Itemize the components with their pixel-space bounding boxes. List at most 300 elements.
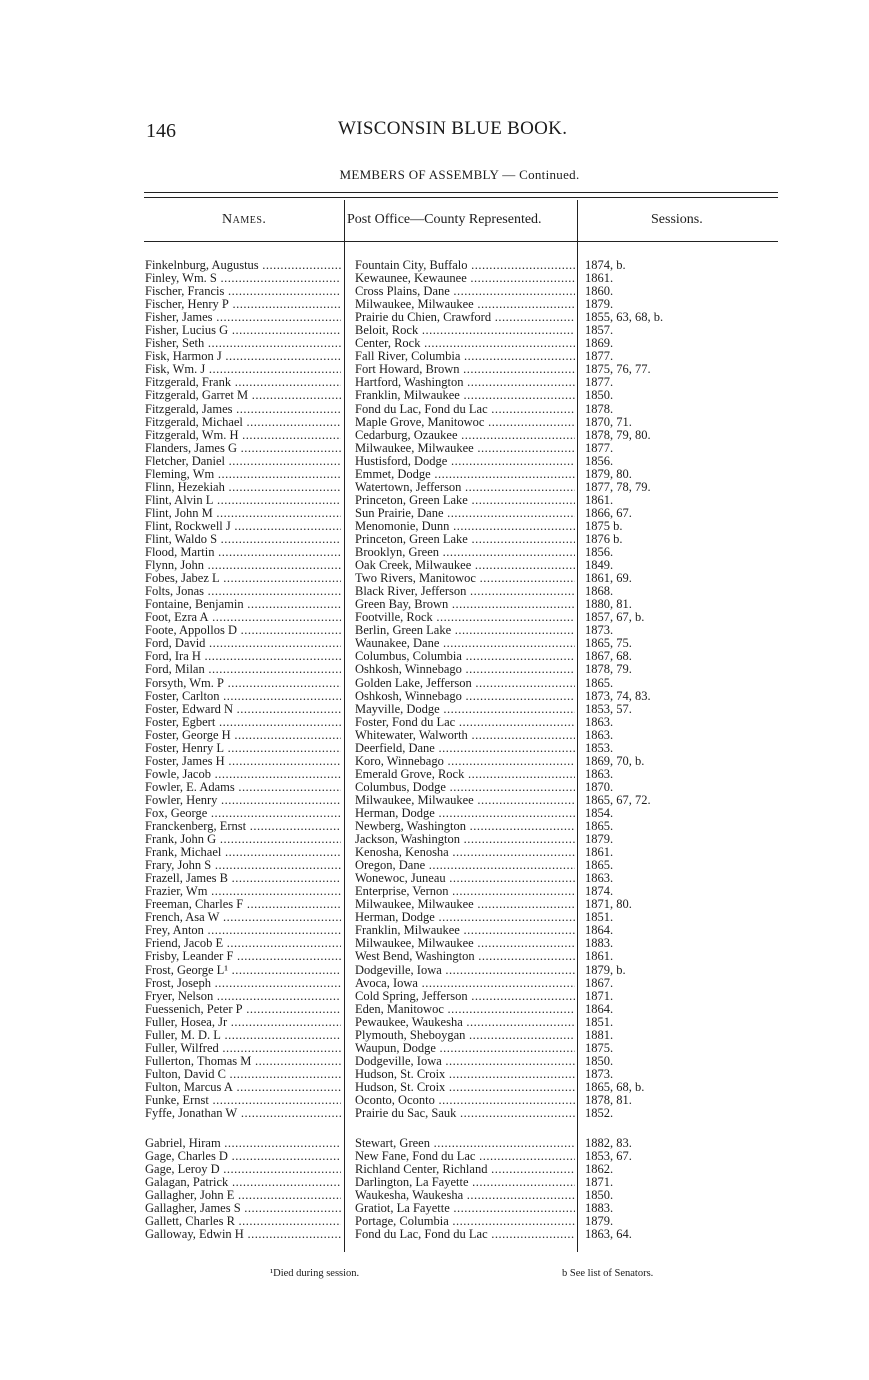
post-office-county: Two Rivers, Manitowoc ..... <box>355 572 575 585</box>
post-office-county: Milwaukee, Milwaukee ..... <box>355 898 575 911</box>
post-office-county: Fall River, Columbia ..... <box>355 350 575 363</box>
member-name: Fisk, Harmon J ..... <box>145 350 341 363</box>
table-row <box>0 455 869 468</box>
table-row <box>0 572 869 585</box>
post-office-county: Prairie du Chien, Crawford ..... <box>355 311 575 324</box>
table-row <box>0 650 869 663</box>
member-name: Frisby, Leander F ..... <box>145 950 341 963</box>
post-office-county: Jackson, Washington ..... <box>355 833 575 846</box>
post-office-county: Fort Howard, Brown ..... <box>355 363 575 376</box>
member-name: Frary, John S ..... <box>145 859 341 872</box>
post-office-county: Darlington, La Fayette ..... <box>355 1176 575 1189</box>
sessions: 1878, 79. <box>585 663 632 677</box>
table-row <box>0 807 869 820</box>
member-name: Ford, Ira H ..... <box>145 650 341 663</box>
sessions: 1850. <box>585 389 614 403</box>
footnote-senators: b See list of Senators. <box>562 1268 654 1279</box>
member-name: Forsyth, Wm. P ..... <box>145 677 341 690</box>
sessions: 1881. <box>585 1028 614 1042</box>
post-office-county: Menomonie, Dunn ..... <box>355 520 575 533</box>
member-name: Frazier, Wm ..... <box>145 885 341 898</box>
post-office-county: Oconto, Oconto ..... <box>355 1094 575 1107</box>
member-name: Frank, John G ..... <box>145 833 341 846</box>
member-name: Foster, James H ..... <box>145 755 341 768</box>
table-row <box>0 729 869 742</box>
sessions: 1866, 67. <box>585 506 632 520</box>
sessions: 1880, 81. <box>585 598 632 612</box>
table-row <box>0 781 869 794</box>
table-row <box>0 324 869 337</box>
sessions: 1876 b. <box>585 532 623 546</box>
table-row <box>0 1228 869 1241</box>
post-office-county: Newberg, Washington ..... <box>355 820 575 833</box>
table-row <box>0 716 869 729</box>
post-office-county: Enterprise, Vernon ..... <box>355 885 575 898</box>
member-name: Foster, Egbert ..... <box>145 716 341 729</box>
sessions: 1873, 74, 83. <box>585 689 651 703</box>
member-name: Gage, Leroy D ..... <box>145 1163 341 1176</box>
post-office-county: Richland Center, Richland ..... <box>355 1163 575 1176</box>
member-name: Fyffe, Jonathan W ..... <box>145 1107 341 1120</box>
table-row <box>0 1189 869 1202</box>
sessions: 1877. <box>585 441 614 455</box>
member-name: Frost, Joseph ..... <box>145 977 341 990</box>
post-office-county: Cross Plains, Dane ..... <box>355 285 575 298</box>
post-office-county: Milwaukee, Milwaukee ..... <box>355 298 575 311</box>
table-row <box>0 624 869 637</box>
post-office-county: West Bend, Washington ..... <box>355 950 575 963</box>
member-name: Flood, Martin ..... <box>145 546 341 559</box>
post-office-county: Oshkosh, Winnebago ..... <box>355 663 575 676</box>
member-name: Gage, Charles D ..... <box>145 1150 341 1163</box>
table-row <box>0 1068 869 1081</box>
sessions: 1865, 67, 72. <box>585 793 651 807</box>
sessions: 1875, 76, 77. <box>585 363 651 377</box>
post-office-county: Dodgeville, Iowa ..... <box>355 1055 575 1068</box>
table-row <box>0 1029 869 1042</box>
member-name: Flint, Waldo S ..... <box>145 533 341 546</box>
member-name: Fulton, David C ..... <box>145 1068 341 1081</box>
running-title: WISCONSIN BLUE BOOK. <box>338 118 568 139</box>
member-name: Fisk, Wm. J ..... <box>145 363 341 376</box>
member-name: Gallett, Charles R ..... <box>145 1215 341 1228</box>
sessions: 1877. <box>585 350 614 364</box>
table-row <box>0 285 869 298</box>
post-office-county: Fond du Lac, Fond du Lac ..... <box>355 403 575 416</box>
table-row <box>0 755 869 768</box>
sessions: 1854. <box>585 806 614 820</box>
sessions: 1875 b. <box>585 519 623 533</box>
table-row <box>0 442 869 455</box>
post-office-county: Wonewoc, Juneau ..... <box>355 872 575 885</box>
sessions: 1853, 67. <box>585 1150 632 1164</box>
member-name: Fisher, Lucius G ..... <box>145 324 341 337</box>
page-number: 146 <box>146 120 176 142</box>
member-name: Fulton, Marcus A ..... <box>145 1081 341 1094</box>
post-office-county: Kenosha, Kenosha ..... <box>355 846 575 859</box>
table-row <box>0 389 869 402</box>
post-office-county: Princeton, Green Lake ..... <box>355 533 575 546</box>
member-name: Folts, Jonas ..... <box>145 585 341 598</box>
post-office-county: Fountain City, Buffalo ..... <box>355 259 575 272</box>
sessions: 1853. <box>585 741 614 755</box>
member-name: Flint, Rockwell J ..... <box>145 520 341 533</box>
sessions: 1863. <box>585 715 614 729</box>
table-row <box>0 546 869 559</box>
member-name: Foot, Ezra A ..... <box>145 611 341 624</box>
column-header-sessions: Sessions. <box>651 212 703 227</box>
member-name: Flint, Alvin L ..... <box>145 494 341 507</box>
member-name: Flynn, John ..... <box>145 559 341 572</box>
post-office-county: Beloit, Rock ..... <box>355 324 575 337</box>
sessions: 1863. <box>585 767 614 781</box>
sessions: 1879. <box>585 833 614 847</box>
member-name: Gallagher, James S ..... <box>145 1202 341 1215</box>
table-row <box>0 990 869 1003</box>
sessions: 1879, 80. <box>585 467 632 481</box>
sessions: 1861. <box>585 846 614 860</box>
member-name: Foster, Edward N ..... <box>145 703 341 716</box>
sessions: 1869, 70, b. <box>585 754 645 768</box>
sessions: 1867, 68. <box>585 650 632 664</box>
sessions: 1857. <box>585 324 614 338</box>
sessions: 1879. <box>585 1215 614 1229</box>
member-name: Fuller, Wilfred ..... <box>145 1042 341 1055</box>
post-office-county: Oak Creek, Milwaukee ..... <box>355 559 575 572</box>
post-office-county: Brooklyn, Green ..... <box>355 546 575 559</box>
post-office-county: Sun Prairie, Dane ..... <box>355 507 575 520</box>
post-office-county: New Fane, Fond du Lac ..... <box>355 1150 575 1163</box>
sessions: 1865, 68, b. <box>585 1080 645 1094</box>
sessions: 1857, 67, b. <box>585 611 645 625</box>
member-name: Fox, George ..... <box>145 807 341 820</box>
member-name: Galloway, Edwin H ..... <box>145 1228 341 1241</box>
post-office-county: Hudson, St. Croix ..... <box>355 1081 575 1094</box>
sessions: 1883. <box>585 1202 614 1216</box>
post-office-county: Green Bay, Brown ..... <box>355 598 575 611</box>
members-table-body <box>0 259 869 1241</box>
table-row <box>0 742 869 755</box>
sessions: 1861. <box>585 493 614 507</box>
sessions: 1874, b. <box>585 259 626 272</box>
table-top-rule-thin <box>144 197 778 198</box>
member-name: Fisher, Seth ..... <box>145 337 341 350</box>
table-row <box>0 1202 869 1215</box>
member-name: Finkelnburg, Augustus ..... <box>145 259 341 272</box>
post-office-county: Emerald Grove, Rock ..... <box>355 768 575 781</box>
sessions: 1853, 57. <box>585 702 632 716</box>
footnote-died: ¹Died during session. <box>270 1268 360 1279</box>
table-row <box>0 677 869 690</box>
member-name: Fischer, Francis ..... <box>145 285 341 298</box>
sessions: 1850. <box>585 1189 614 1203</box>
member-name: Friend, Jacob E ..... <box>145 937 341 950</box>
table-row <box>0 1215 869 1228</box>
member-name: Fitzgerald, Michael ..... <box>145 416 341 429</box>
member-name: Flint, John M ..... <box>145 507 341 520</box>
member-name: Fontaine, Benjamin ..... <box>145 598 341 611</box>
post-office-county: Kewaunee, Kewaunee ..... <box>355 272 575 285</box>
post-office-county: Waukesha, Waukesha ..... <box>355 1189 575 1202</box>
sessions: 1874. <box>585 885 614 899</box>
member-name: Foster, George H ..... <box>145 729 341 742</box>
post-office-county: Pewaukee, Waukesha ..... <box>355 1016 575 1029</box>
sessions: 1851. <box>585 1015 614 1029</box>
post-office-county: Footville, Rock ..... <box>355 611 575 624</box>
table-header-rule <box>144 241 778 242</box>
post-office-county: Gratiot, La Fayette ..... <box>355 1202 575 1215</box>
post-office-county: Watertown, Jefferson ..... <box>355 481 575 494</box>
table-row <box>0 1016 869 1029</box>
sessions: 1878, 81. <box>585 1094 632 1107</box>
member-name: Flinn, Hezekiah ..... <box>145 481 341 494</box>
post-office-county: Herman, Dodge ..... <box>355 807 575 820</box>
sessions: 1856. <box>585 546 614 560</box>
sessions: 1879. <box>585 298 614 312</box>
member-name: Fowler, E. Adams ..... <box>145 781 341 794</box>
table-row <box>0 663 869 676</box>
post-office-county: Franklin, Milwaukee ..... <box>355 389 575 402</box>
sessions: 1865, 75. <box>585 637 632 651</box>
post-office-county: Milwaukee, Milwaukee ..... <box>355 442 575 455</box>
post-office-county: Oshkosh, Winnebago ..... <box>355 690 575 703</box>
post-office-county: Fond du Lac, Fond du Lac ..... <box>355 1228 575 1241</box>
table-row <box>0 924 869 937</box>
sessions: 1871, 80. <box>585 898 632 912</box>
table-row <box>0 520 869 533</box>
sessions: 1883. <box>585 937 614 951</box>
table-row <box>0 703 869 716</box>
table-row <box>0 598 869 611</box>
sessions: 1863. <box>585 728 614 742</box>
table-row <box>0 1163 869 1176</box>
sessions: 1860. <box>585 285 614 299</box>
table-row <box>0 1107 869 1120</box>
member-name: Fischer, Henry P ..... <box>145 298 341 311</box>
post-office-county: Golden Lake, Jefferson ..... <box>355 677 575 690</box>
post-office-county: Milwaukee, Milwaukee ..... <box>355 937 575 950</box>
post-office-county: Black River, Jefferson ..... <box>355 585 575 598</box>
member-name: Fryer, Nelson ..... <box>145 990 341 1003</box>
post-office-county: Mayville, Dodge ..... <box>355 703 575 716</box>
table-row <box>0 950 869 963</box>
table-row <box>0 690 869 703</box>
table-row <box>0 1042 869 1055</box>
sessions: 1878, 79, 80. <box>585 428 651 442</box>
post-office-county: Deerfield, Dane ..... <box>355 742 575 755</box>
member-name: Finley, Wm. S ..... <box>145 272 341 285</box>
table-row <box>0 350 869 363</box>
member-name: Fuller, M. D. L ..... <box>145 1029 341 1042</box>
table-row <box>0 1003 869 1016</box>
member-name: Franckenberg, Ernst ..... <box>145 820 341 833</box>
table-row <box>0 872 869 885</box>
member-name: Frank, Michael ..... <box>145 846 341 859</box>
table-row <box>0 977 869 990</box>
post-office-county: Hudson, St. Croix ..... <box>355 1068 575 1081</box>
post-office-county: Hustisford, Dodge ..... <box>355 455 575 468</box>
sessions: 1868. <box>585 585 614 599</box>
table-top-rule <box>144 192 778 193</box>
post-office-county: Avoca, Iowa ..... <box>355 977 575 990</box>
sessions: 1878. <box>585 402 614 416</box>
table-row <box>0 637 869 650</box>
member-name: Foster, Henry L ..... <box>145 742 341 755</box>
post-office-county: Oregon, Dane ..... <box>355 859 575 872</box>
member-name: Fletcher, Daniel ..... <box>145 455 341 468</box>
sessions: 1852. <box>585 1107 614 1121</box>
table-row <box>0 298 869 311</box>
post-office-county: Milwaukee, Milwaukee ..... <box>355 794 575 807</box>
member-name: Gallagher, John E ..... <box>145 1189 341 1202</box>
post-office-county: Prairie du Sac, Sauk ..... <box>355 1107 575 1120</box>
table-row <box>0 494 869 507</box>
sessions: 1877, 78, 79. <box>585 480 651 494</box>
post-office-county: Dodgeville, Iowa ..... <box>355 964 575 977</box>
table-row <box>0 481 869 494</box>
table-row <box>0 585 869 598</box>
member-name: Funke, Ernst ..... <box>145 1094 341 1107</box>
sessions: 1863. <box>585 872 614 886</box>
post-office-county: Columbus, Columbia ..... <box>355 650 575 663</box>
member-name: Fullerton, Thomas M ..... <box>145 1055 341 1068</box>
member-name: Fuller, Hosea, Jr ..... <box>145 1016 341 1029</box>
column-header-post-office: Post Office—County Represented. <box>347 212 542 227</box>
table-row <box>0 507 869 520</box>
post-office-county: Foster, Fond du Lac ..... <box>355 716 575 729</box>
table-row <box>0 376 869 389</box>
table-row <box>0 259 869 272</box>
post-office-county: Whitewater, Walworth ..... <box>355 729 575 742</box>
sessions: 1882, 83. <box>585 1137 632 1151</box>
sessions: 1862. <box>585 1163 614 1177</box>
table-row <box>0 885 869 898</box>
table-row <box>0 337 869 350</box>
table-row <box>0 898 869 911</box>
member-name: Fitzgerald, James ..... <box>145 403 341 416</box>
table-row <box>0 846 869 859</box>
member-name: Fitzgerald, Garret M ..... <box>145 389 341 402</box>
post-office-county: Emmet, Dodge ..... <box>355 468 575 481</box>
post-office-county: Stewart, Green ..... <box>355 1137 575 1150</box>
member-name: Ford, Milan ..... <box>145 663 341 676</box>
post-office-county: Cold Spring, Jefferson ..... <box>355 990 575 1003</box>
sessions: 1879, b. <box>585 963 626 977</box>
member-name: Foster, Carlton ..... <box>145 690 341 703</box>
table-row <box>0 272 869 285</box>
post-office-county: Herman, Dodge ..... <box>355 911 575 924</box>
member-name: Galagan, Patrick ..... <box>145 1176 341 1189</box>
member-name: Frazell, James B ..... <box>145 872 341 885</box>
post-office-county: Franklin, Milwaukee ..... <box>355 924 575 937</box>
post-office-county: Maple Grove, Manitowoc ..... <box>355 416 575 429</box>
member-name: Fuessenich, Peter P ..... <box>145 1003 341 1016</box>
table-row <box>0 533 869 546</box>
member-name: Flanders, James G ..... <box>145 442 341 455</box>
member-name: Fitzgerald, Frank ..... <box>145 376 341 389</box>
sessions: 1867. <box>585 976 614 990</box>
table-row <box>0 794 869 807</box>
sessions: 1869. <box>585 337 614 351</box>
sessions: 1877. <box>585 376 614 390</box>
table-row <box>0 1137 869 1150</box>
post-office-county: Princeton, Green Lake ..... <box>355 494 575 507</box>
sessions: 1870. <box>585 780 614 794</box>
member-name: Fleming, Wm ..... <box>145 468 341 481</box>
table-row <box>0 468 869 481</box>
sessions: 1871. <box>585 989 614 1003</box>
member-name: Fowler, Henry ..... <box>145 794 341 807</box>
post-office-county: Berlin, Green Lake ..... <box>355 624 575 637</box>
table-row <box>0 833 869 846</box>
sessions: 1865. <box>585 859 614 873</box>
table-row <box>0 1150 869 1163</box>
post-office-county: Plymouth, Sheboygan ..... <box>355 1029 575 1042</box>
post-office-county: Koro, Winnebago ..... <box>355 755 575 768</box>
table-row <box>0 429 869 442</box>
post-office-county: Eden, Manitowoc ..... <box>355 1003 575 1016</box>
table-row <box>0 611 869 624</box>
sessions: 1873. <box>585 624 614 638</box>
member-name: Frost, George L¹ ..... <box>145 964 341 977</box>
post-office-county: Waunakee, Dane ..... <box>355 637 575 650</box>
table-row <box>0 1081 869 1094</box>
sessions: 1864. <box>585 924 614 938</box>
table-row <box>0 1055 869 1068</box>
column-header-names: Names. <box>222 212 267 227</box>
sessions: 1849. <box>585 559 614 573</box>
sessions: 1856. <box>585 454 614 468</box>
member-name: Fisher, James ..... <box>145 311 341 324</box>
sessions: 1865. <box>585 820 614 834</box>
table-row <box>0 311 869 324</box>
post-office-county: Waupun, Dodge ..... <box>355 1042 575 1055</box>
table-row <box>0 403 869 416</box>
sessions: 1861, 69. <box>585 572 632 586</box>
sessions: 1865. <box>585 676 614 690</box>
table-row <box>0 859 869 872</box>
table-row <box>0 1094 869 1107</box>
table-row <box>0 559 869 572</box>
table-row <box>0 820 869 833</box>
member-name: French, Asa W ..... <box>145 911 341 924</box>
sessions: 1870, 71. <box>585 415 632 429</box>
member-name: Fobes, Jabez L ..... <box>145 572 341 585</box>
member-name: Frey, Anton ..... <box>145 924 341 937</box>
table-row <box>0 416 869 429</box>
sessions: 1871. <box>585 1176 614 1190</box>
table-row <box>0 937 869 950</box>
post-office-county: Hartford, Washington ..... <box>355 376 575 389</box>
member-name: Ford, David ..... <box>145 637 341 650</box>
table-row <box>0 911 869 924</box>
sessions: 1875. <box>585 1041 614 1055</box>
table-row <box>0 1176 869 1189</box>
member-name: Freeman, Charles F ..... <box>145 898 341 911</box>
sessions: 1861. <box>585 950 614 964</box>
sessions: 1873. <box>585 1067 614 1081</box>
section-title: MEMBERS OF ASSEMBLY — Continued. <box>339 167 580 182</box>
member-name: Foote, Appollos D ..... <box>145 624 341 637</box>
table-row <box>0 768 869 781</box>
sessions: 1863, 64. <box>585 1228 632 1242</box>
table-row <box>0 363 869 376</box>
post-office-county: Portage, Columbia ..... <box>355 1215 575 1228</box>
member-name: Fowle, Jacob ..... <box>145 768 341 781</box>
member-name: Fitzgerald, Wm. H ..... <box>145 429 341 442</box>
sessions: 1864. <box>585 1002 614 1016</box>
post-office-county: Center, Rock ..... <box>355 337 575 350</box>
